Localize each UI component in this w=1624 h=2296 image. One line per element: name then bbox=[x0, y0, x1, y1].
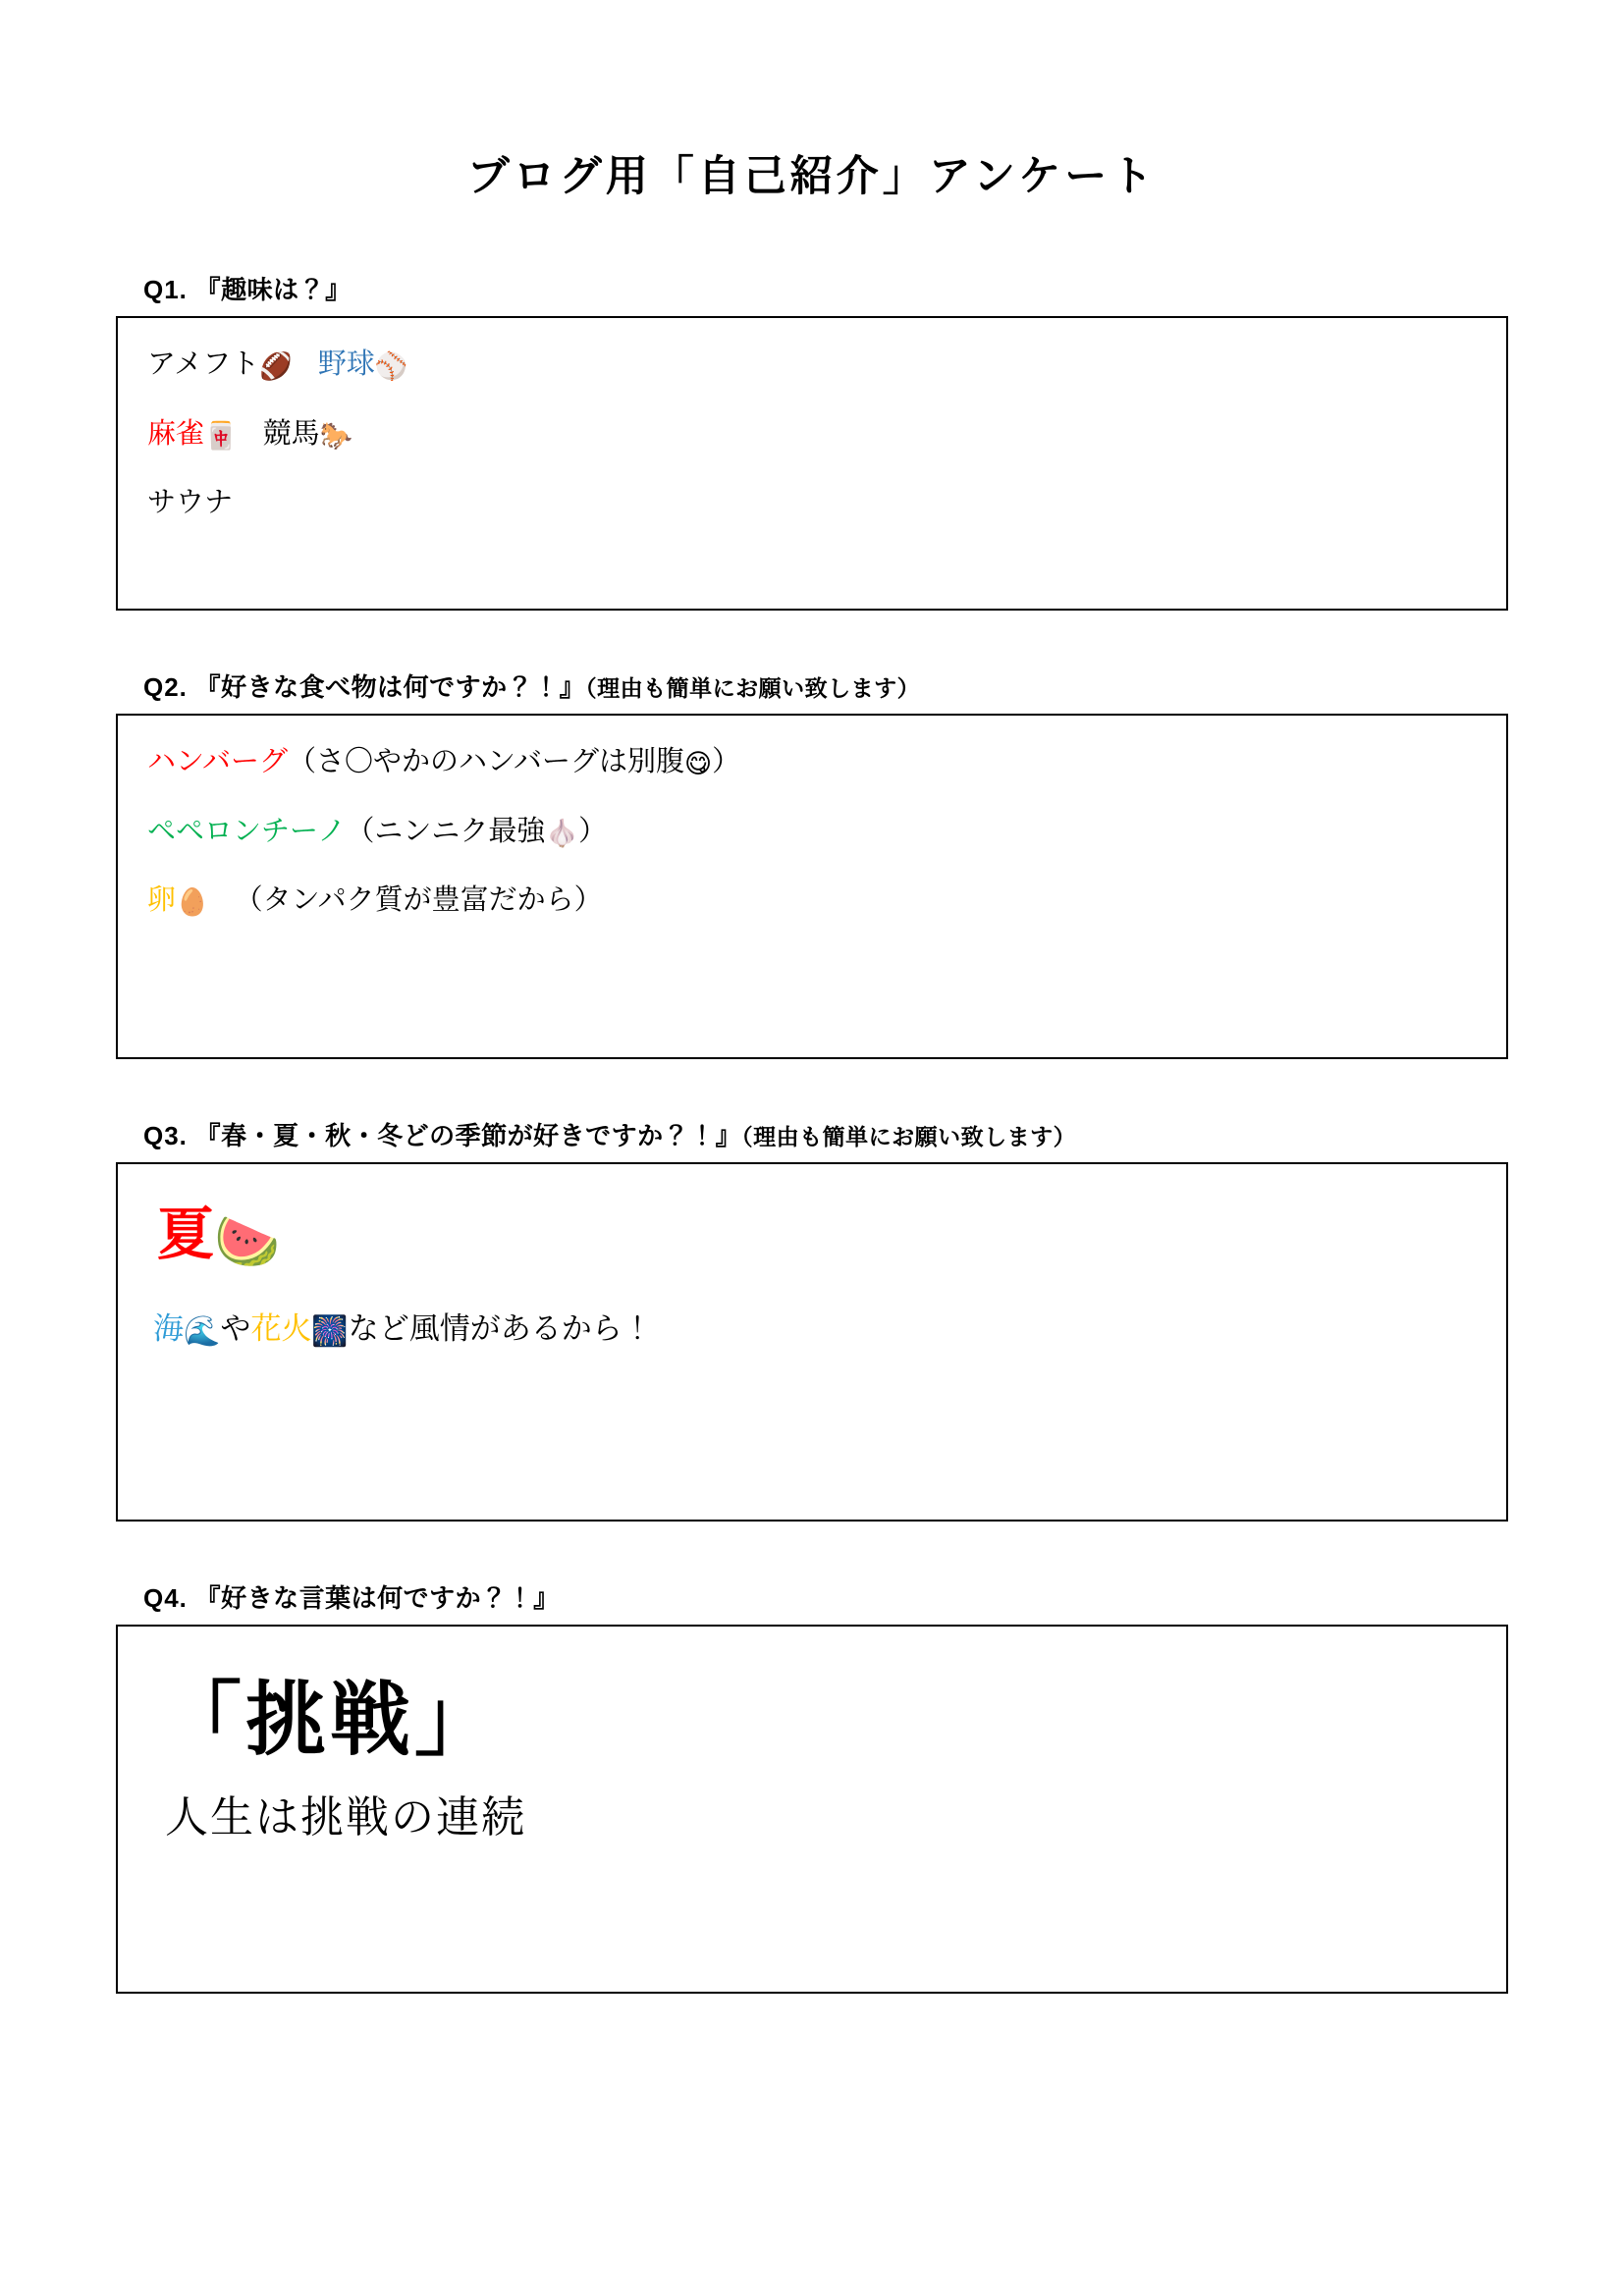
answer-box-q3[interactable] bbox=[116, 1162, 1508, 1522]
hobby-baseball-label: 野球 bbox=[317, 348, 375, 380]
answer-line bbox=[147, 741, 1477, 785]
answer-line bbox=[147, 880, 1477, 924]
season-label: 夏 bbox=[157, 1201, 215, 1267]
question-text-q1: 『趣味は？』 bbox=[194, 275, 352, 304]
answer-line bbox=[147, 344, 1477, 388]
question-number-q1: Q1. bbox=[143, 275, 188, 304]
question-number-q4: Q4. bbox=[143, 1583, 188, 1613]
hobby-mahjong-label: 麻雀 bbox=[147, 417, 205, 450]
food-peperoncino-reason: （ニンニク最強 bbox=[346, 815, 546, 847]
food-hamburg-label: ハンバーグ bbox=[147, 746, 288, 777]
food-peperoncino-reason-end: ） bbox=[578, 815, 608, 847]
season-reason-conjunction: や bbox=[220, 1311, 251, 1347]
question-text-q3: 『春・夏・秋・冬どの季節が好きですか？！』 bbox=[194, 1121, 742, 1150]
baseball-icon: ⚾ bbox=[374, 351, 408, 382]
question-number-q3: Q3. bbox=[143, 1121, 188, 1150]
food-hamburg-reason: （さ〇やかのハンバーグは別腹 bbox=[287, 746, 684, 777]
answer-box-q4[interactable] bbox=[116, 1625, 1508, 1994]
question-number-q2: Q2. bbox=[143, 672, 188, 702]
question-label-q2 bbox=[143, 667, 1508, 704]
hobby-horse-racing-label: 競馬 bbox=[262, 417, 320, 450]
food-hamburg-reason-end: ） bbox=[712, 746, 741, 777]
wave-icon: 🌊 bbox=[184, 1314, 221, 1350]
yum-face-icon: 😋 bbox=[683, 749, 713, 779]
food-egg-label: 卵 bbox=[147, 884, 177, 916]
answer-line bbox=[147, 413, 1477, 457]
question-text-q4: 『好きな言葉は何ですか？！』 bbox=[194, 1583, 560, 1613]
food-egg-reason: （タンパク質が豊富だから） bbox=[234, 884, 603, 916]
watermelon-icon: 🍉 bbox=[214, 1210, 281, 1272]
question-note-q3: （理由も簡単にお願い致します） bbox=[741, 1124, 1077, 1149]
season-reason-fireworks-label: 花火 bbox=[250, 1311, 312, 1347]
season-reason-sea-label: 海 bbox=[153, 1311, 184, 1347]
question-text-q2: 『好きな食べ物は何ですか？！』 bbox=[194, 672, 586, 702]
question-label-q4 bbox=[143, 1578, 1508, 1615]
fireworks-icon: 🎆 bbox=[311, 1314, 349, 1350]
hobby-sauna-label: サウナ bbox=[147, 487, 234, 518]
question-label-q3 bbox=[143, 1116, 1508, 1152]
answer-line bbox=[147, 811, 1477, 855]
favorite-word-explanation: 人生は挑戦の連続 bbox=[165, 1793, 526, 1842]
horse-icon: 🐎 bbox=[319, 420, 353, 452]
page-title: ブログ用「自己紹介」アンケート bbox=[466, 152, 1158, 201]
egg-icon: 🥚 bbox=[176, 887, 209, 918]
mahjong-tile-icon: 🀄 bbox=[204, 420, 238, 452]
season-reason bbox=[153, 1304, 1477, 1349]
answer-box-q2[interactable] bbox=[116, 714, 1508, 1059]
american-football-icon: 🏈 bbox=[259, 351, 293, 382]
food-peperoncino-label: ペペロンチーノ bbox=[147, 815, 347, 847]
garlic-icon: 🧄 bbox=[545, 818, 579, 849]
season-answer bbox=[157, 1203, 1477, 1270]
answer-line bbox=[147, 482, 1477, 525]
answer-box-q1[interactable] bbox=[116, 316, 1508, 611]
hobby-american-football-label: アメフト bbox=[147, 348, 260, 380]
question-note-q2: （理由も簡単にお願い致します） bbox=[585, 675, 921, 701]
question-label-q1 bbox=[143, 270, 1508, 306]
season-reason-tail: など風情があるから！ bbox=[348, 1311, 653, 1347]
favorite-word: 「挑戦」 bbox=[161, 1673, 500, 1767]
